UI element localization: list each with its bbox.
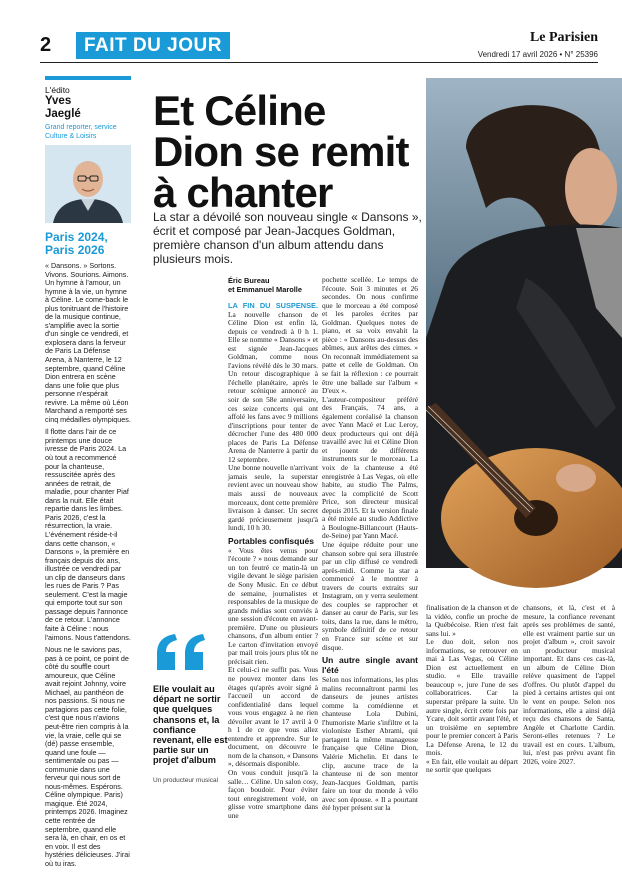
edito-paragraph: « Dansons. » Sortons. Vivons. Sourions. Aimons. Un hymne à l'amour, un hymne à la vie, un hymne à Céline. Le come-back le plus tonitruant de l'histoire de la musique continue, s'amplifie avec la sortie d'un single ce vendredi, et explosera dans la ferveur de Paris La Défense Arena, à Nanterre, le 12 septembre, quand Céline Dion entrera en scène dans une folie que plus personne n'espérait revivre. La même où Léon Marchand a remporté ses cinq médailles olympiques.	[45, 261, 131, 424]
article-paragraph: L'auteur-compositeur préféré des Français, 74 ans, a également coréalisé la chanson avec Yann Macé et Luc Leroy, deux producteurs qui ont déjà travaillé avec lui et Céline Dion et jouent de différents instruments sur le morceau. La voix de la chanteuse a été enregistrée à Las Vegas, où elle habite, au studio The Palms, avec la complicité de Scott Price, son directeur musical depuis 2015. Et la version finale a été mixée au studio Addictive à Boulogne-Billancourt (Hauts-de-Seine) par Yann Macé.	[322, 394, 418, 541]
byline-author-1: Éric Bureau	[228, 276, 270, 285]
article-paragraph: Le duo doit, selon nos informations, se retrouver en mai à Las Vegas, où Céline Dion est actuellement en studio. « Elle travaille beaucoup », jure l'une de ses collaboratrices. Car la superstar prépare la suite. Un autre single, écrit cette fois par Ycare, doit sortir avant l'été, et un troisième en septembre pour le premier concert à Paris La Défense Arena, le 12 du mois.	[426, 637, 518, 758]
author-portrait	[45, 145, 131, 223]
article-column-4	[523, 604, 615, 796]
singer-guitar-illustration	[426, 78, 622, 568]
page-number: 2	[40, 34, 52, 56]
author-last-name: Jaeglé	[45, 108, 81, 120]
byline-author-2: et Emmanuel Marolle	[228, 285, 302, 294]
article-column-2	[322, 275, 418, 813]
article-paragraph: Et celui-ci ne suffit pas. Vous ne pouvez monter dans les étages qu'après avoir signé à l'accueil un accord de confidentialité dans lequel vous vous engagez à ne rien dévoiler avant le 17 avril à 0 h 1 de ce que vous allez entendre et apprendre. Sur le document, on découvre le nom de la chanson, « Dansons », désormais disponible.	[228, 665, 318, 769]
subhead-portables: Portables confisqués	[228, 535, 314, 546]
subhead-autre-single: Un autre single avant l'été	[322, 655, 418, 676]
lead-text: La nouvelle chanson de Céline Dion est enfin là, depuis ce vendredi à 0 h 1. Elle se nomme « Dansons » et est signée Jean-Jacques Goldman, comme nous l'avions révélé dès le 30 mars. Un retour discographique à l'échelle planétaire, après le retour scénique annoncé au soir de son 58e anniversaire, ces seize concerts qui ont affolé les fans avec 9 millions d'inscriptions pour tenter de décrocher l'une des 480 000 places de Paris La Défense Arena de Nanterre à partir du 12 septembre.	[228, 309, 318, 464]
article-paragraph: chansons, et là, c'est et à mesure, la confiance revenant après ses problèmes de santé, elle est vraiment partie sur un projet d'album », croit savoir un producteur musical important. Et dans ces cas-là, un album de Céline Dion relève quasiment de l'appel d'offres. Ou plutôt d'appel du pied à certains artistes qui ont le vent en poupe. Selon nos informations, elle a ainsi déjà reçu des chansons de Santa, Angèle et Charlotte Cardin. Seront-elles retenues ? Le travail est en cours. L'album, lui, n'est pas prévu avant fin 2026, voire 2027.	[523, 603, 615, 766]
article-paragraph: « Vous êtes venus pour l'écoute ? » nous demande sur un ton feutré ce matin-là un vigile devant le siège parisien de Sony Music. En ce début de semaine, journalistes et responsables de la musique de grands médias sont conviés à une session d'écoute en avant-première. D'une ou plusieurs chansons, d'un album entier ? Le carton d'invitation envoyé par mail trois jours plus tôt ne précisait rien.	[228, 545, 318, 666]
page-header	[0, 0, 622, 62]
article-paragraph	[228, 302, 318, 464]
author-portrait-illustration	[45, 145, 131, 223]
edito-paragraph: Nous ne le savions pas, pas à ce point, ce point de côté du souffle court amoureux, que Céline avait rejoint Johnny, voire Michael, au panthéon de nos passions. Si nous ne partagions pas cette folie, c'est que nous n'avions peut-être rien compris à la vie, la vraie, celle qui se (dé) passe ensemble, quand une foule — sentimentale ou pas — communie dans une ferveur qui nous sort de nous-mêmes. Espérons. Céline olympique. Paris) magique. Été 2024, printemps 2026. Imaginez cette rentrée de septembre, quand elle sera là, en chair, en os et en voix. Il est des hystéries délicieuses. J'irai où tu iras.	[45, 645, 130, 868]
quote-mark-icon	[153, 632, 213, 672]
edito-author-block	[45, 76, 131, 141]
section-rubric[interactable]: FAIT DU JOUR	[76, 32, 230, 59]
article-paragraph: On vous conduit jusqu'à la salle… Céline. Un salon cosy, façon boudoir. Pour éviter tout enregistrement volé, on glisse votre smartphone dans une	[228, 767, 318, 820]
edito-paragraph: Il flotte dans l'air de ce printemps une douce ivresse de Paris 2024. La où tout a recommencé pour la chanteuse, ressuscitée après des années de retrait, de maladie, pour chanter Piaf dans la nuit. Elle était repartie dans les limbes. Paris 2026, c'est la résurrection, la vraie. L'événement réside-t-il dans cette chanson, « Dansons », la première en français depuis dix ans, illustrée ce vendredi par un clip de danseurs dans les rues de Paris ? Pas seulement. C'est la magie qui emporte tout sur son passage depuis l'annonce de ce retour. L'annonce faite à Céline : nous l'aimons. Nous t'attendons.	[45, 427, 131, 642]
article-paragraph: pochette scellée. Le temps de l'écoute. Soit 3 minutes et 26 secondes. On nous confirme que le morceau a été composé et les paroles écrites par Goldman. Quelques notes de piano, et sa voix envahit la pièce : « Dansons au-dessus des abîmes, aux arêtes des cimes. » On reconnaît immédiatement sa patte et celle de Goldman. On se fait la réflexion : ce pourrait être une ballade sur l'album « D'eux ».	[322, 275, 418, 396]
pull-quote-source: Un producteur musical	[153, 777, 219, 784]
edito-column	[45, 76, 131, 872]
article-paragraph: Selon nos informations, les plus malins reconnaîtront parmi les danseurs de jeunes artistes comme la comédienne et chanteuse Lola Dubini, l'humoriste Marie s'infiltre et la violoniste Esther Abrami, qui partagent la même manageuse française que Céline Dion, Valérie Michelin. Et dans le clip, aucune trace de la chanteuse ni de son mentor Jean-Jacques Goldman, partis faire un tour du monde à vélo avec son épouse. « Il a pourtant été hyper présent sur la	[322, 675, 418, 813]
lead-kicker: LA FIN DU SUSPENSE.	[228, 301, 318, 310]
article-paragraph: Une bonne nouvelle n'arrivant jamais seule, la superstar revient avec un nouveau show mais aussi de nouveaux morceaux, dont cette première livraison à danser. Un secret gardé précieusement jusqu'à lundi, 10 h 30.	[228, 463, 318, 533]
article-paragraph: Une équipe réduite pour une chanson sobre qui sera illustrée par un clip diffusé ce vendredi après-midi. Comme la star a commencé à le montrer à travers de courts extraits sur Instagram, on y verra seulement des couples se rapprocher et danser au cœur de Paris, sur les toits, dans la rue, dans le métro, symbole définitif de ce retour en France sur scène et sur disque.	[322, 539, 418, 652]
newspaper-logo[interactable]: Le Parisien	[529, 30, 598, 45]
article-column-3	[426, 604, 518, 796]
issue-dateline: Vendredi 17 avril 2026 • N° 25396	[477, 50, 598, 59]
edito-body	[45, 262, 131, 868]
header-divider	[40, 62, 598, 63]
article-photo	[426, 78, 622, 568]
article-paragraph: « En fait, elle voulait au départ ne sortir que quelques	[426, 756, 518, 775]
article-column-1	[228, 276, 318, 820]
pull-quote-text: Elle voulait au départ ne sortir que quelques chansons et, la confiance revenant, elle est partie sur un projet d'album	[153, 684, 228, 766]
article-standfirst: La star a dévoilé son nouveau single « Dansons », écrit et composé par Jean-Jacques Goldman, première chanson d'un album attendu dans plusieurs mois.	[153, 210, 422, 266]
edito-title: Paris 2024, Paris 2026	[45, 230, 108, 257]
article-paragraph: finalisation de la chanson et de la vidéo, confie un proche de la Québécoise. Rien n'est fait sans lui. »	[426, 603, 518, 638]
author-role: Grand reporter, service Culture & Loisirs	[45, 124, 117, 140]
article-headline: Et Céline Dion se remit à chanter	[153, 87, 409, 216]
edito-label: L'édito	[45, 85, 70, 95]
author-first-name: Yves	[45, 95, 72, 107]
